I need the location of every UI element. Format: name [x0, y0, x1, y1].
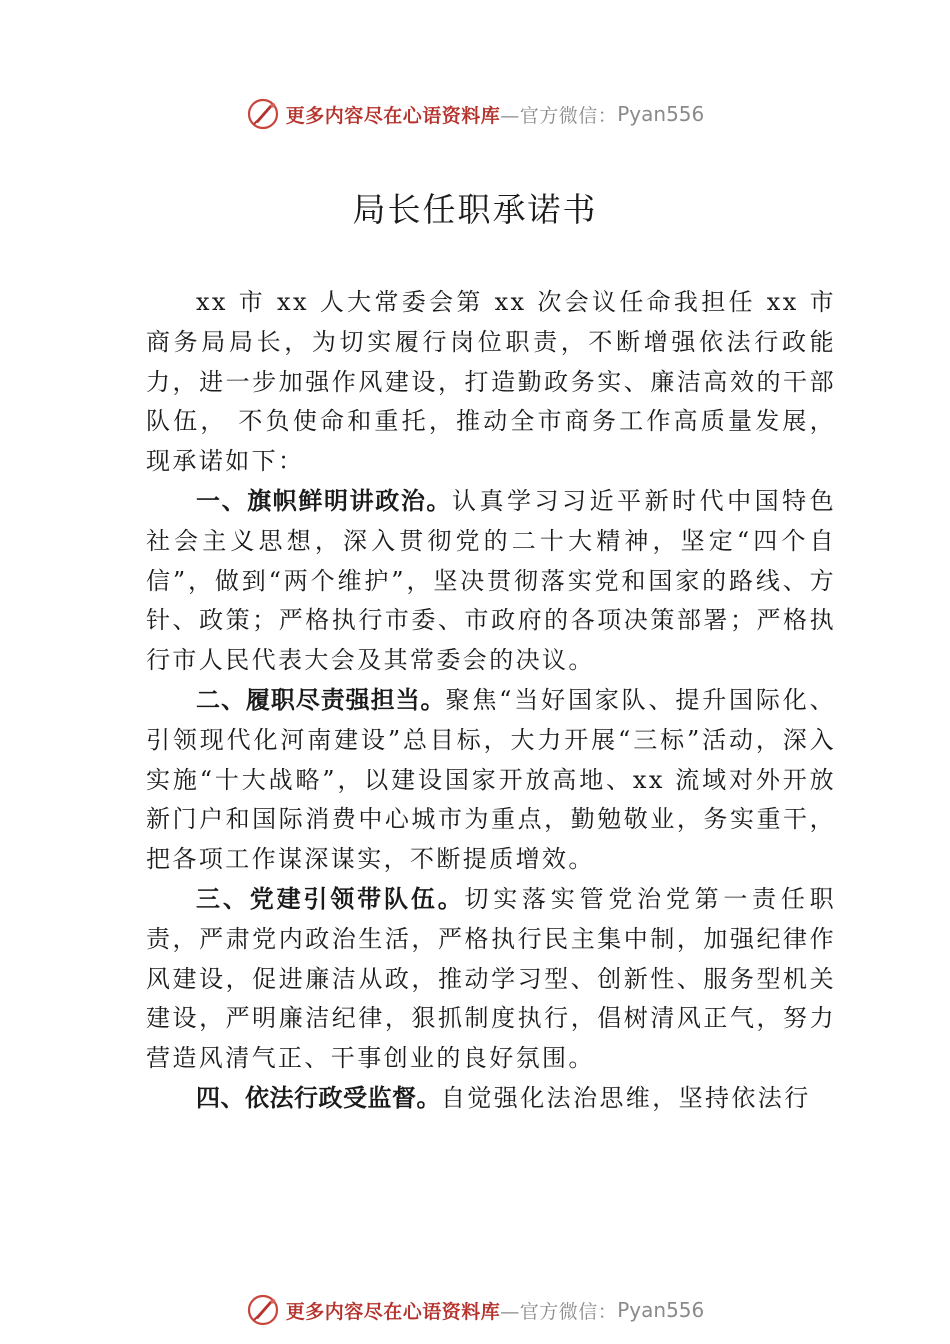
document-body	[146, 283, 836, 1119]
section-heading: 四、依法行政受监督。	[196, 1083, 441, 1112]
section-paragraph	[146, 482, 836, 681]
section-paragraph	[146, 880, 836, 1079]
watermark-banner-top	[0, 94, 950, 134]
section-body: 聚焦“当好国家队、提升国际化、引领现代化河南建设”总目标，大力开展“三标”活动，深入实施“十大战略”，以建设国家开放高地、xx 流域对外开放新门户和国际消费中心城市为重点，勤勉敬业，务实重干， 把各项工作谋深谋实，不断提质增效。	[146, 685, 836, 874]
quill-logo-icon	[246, 97, 280, 131]
section-heading: 二、履职尽责强担当。	[196, 685, 446, 714]
watermark-brand-text: 更多内容尽在心语资料库	[285, 1300, 501, 1323]
document-title: 局长任职承诺书	[352, 190, 598, 229]
watermark-wechat-label: —官方微信：	[500, 104, 618, 127]
section-body: 切实落实管党治党第一责任职责，严肃党内政治生活，严格执行民主集中制，加强纪律作风建设，促进廉洁从政，推动学习型、创新性、服务型机关建设，严明廉洁纪律，狠抓制度执行，倡树清风正气，努力营造风清气正、干事创业的良好氛围。	[146, 884, 836, 1073]
section-body: 自觉强化法治思维，坚持依法行	[441, 1083, 811, 1112]
watermark-brand-text: 更多内容尽在心语资料库	[285, 104, 501, 127]
intro-paragraph: xx 市 xx 人大常委会第 xx 次会议任命我担任 xx 市商务局局长，为切实履行岗位职责，不断增强依法行政能力，进一步加强作风建设，打造勤政务实、廉洁高效的干部队伍， 不负使命和重托，推动全市商务工作高质量发展，现承诺如下：	[146, 288, 836, 476]
section-paragraph	[146, 1079, 836, 1119]
watermark-wechat-id: Pyan556	[617, 102, 705, 126]
watermark-banner-bottom	[0, 1290, 950, 1330]
watermark-wechat-id: Pyan556	[617, 1298, 705, 1322]
section-body: 认真学习习近平新时代中国特色社会主义思想，深入贯彻党的二十大精神，坚定“四个自信”，做到“两个维护”，坚决贯彻落实党和国家的路线、方针、政策；严格执行市委、市政府的各项决策部署；严格执行市人民代表大会及其常委会的决议。	[146, 486, 836, 675]
section-heading: 一、旗帜鲜明讲政治。	[196, 486, 453, 515]
section-heading: 三、党建引领带队伍。	[196, 884, 465, 913]
watermark-wechat-label: —官方微信：	[500, 1300, 618, 1323]
section-paragraph	[146, 681, 836, 880]
quill-logo-icon	[246, 1293, 280, 1327]
